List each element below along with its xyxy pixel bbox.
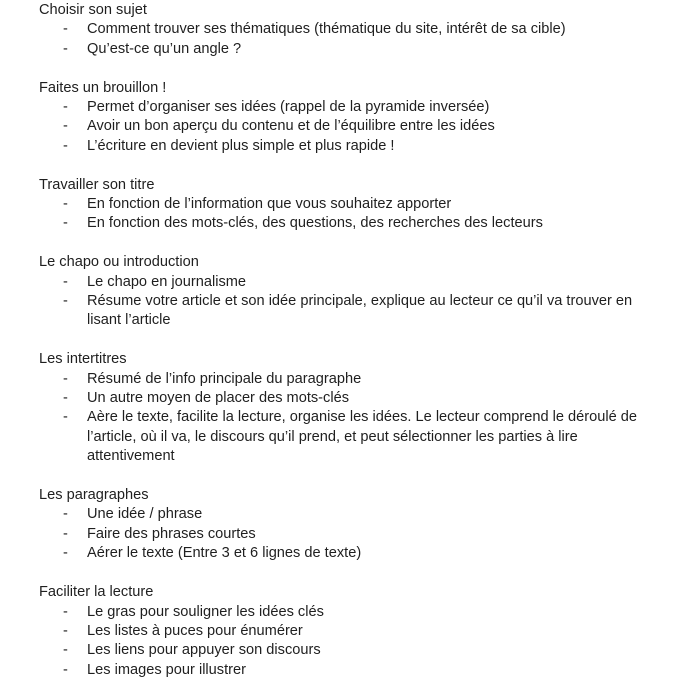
list-item-text: Avoir un bon aperçu du contenu et de l’équilibre entre les idées bbox=[87, 118, 495, 135]
list-item-text: Les images pour illustrer bbox=[87, 661, 246, 678]
list-item-text: Qu’est-ce qu’un angle ? bbox=[87, 40, 242, 57]
list-item-text: Faire des phrases courtes bbox=[87, 525, 256, 542]
list-item bbox=[39, 292, 669, 331]
dash-bullet: - bbox=[63, 545, 68, 562]
dash-bullet: - bbox=[63, 196, 68, 213]
section-title: Choisir son sujet bbox=[39, 2, 147, 18]
list-item-text: Le chapo en journalisme bbox=[87, 273, 247, 290]
list-item-text: Le gras pour souligner les idées clés bbox=[87, 603, 324, 620]
bullet-list bbox=[39, 505, 669, 563]
dash-bullet: - bbox=[63, 273, 68, 290]
list-item-text: En fonction de l’information que vous souhaitez apporter bbox=[87, 196, 452, 213]
dash-bullet: - bbox=[63, 370, 68, 387]
section-title: Le chapo ou introduction bbox=[39, 254, 199, 271]
dash-bullet: - bbox=[63, 642, 68, 659]
list-item bbox=[39, 603, 669, 622]
list-item bbox=[39, 20, 669, 39]
list-item bbox=[39, 195, 669, 214]
list-item bbox=[39, 661, 669, 680]
list-item bbox=[39, 273, 669, 292]
dash-bullet: - bbox=[63, 137, 68, 154]
dash-bullet: - bbox=[63, 99, 68, 116]
dash-bullet: - bbox=[63, 409, 68, 426]
list-item bbox=[39, 389, 669, 408]
list-item bbox=[39, 544, 669, 563]
bullet-list bbox=[39, 603, 669, 681]
dash-bullet: - bbox=[63, 390, 68, 407]
section-choisir-son-sujet bbox=[39, 1, 669, 59]
list-item bbox=[39, 408, 669, 466]
section-travailler-son-titre bbox=[39, 176, 669, 234]
bullet-list bbox=[39, 98, 669, 156]
dash-bullet: - bbox=[63, 603, 68, 620]
list-item bbox=[39, 370, 669, 389]
dash-bullet: - bbox=[63, 215, 68, 232]
bullet-list bbox=[39, 273, 669, 331]
list-item bbox=[39, 117, 669, 136]
list-item-text: En fonction des mots-clés, des questions, des recherches des lecteurs bbox=[87, 215, 543, 232]
list-item-text: L’écriture en devient plus simple et plus rapide ! bbox=[87, 137, 395, 154]
section-title: Faciliter la lecture bbox=[39, 584, 154, 601]
list-item bbox=[39, 505, 669, 524]
section-title: Les paragraphes bbox=[39, 487, 149, 504]
section-title: Travailler son titre bbox=[39, 176, 155, 193]
list-item-text: Résumé de l’info principale du paragraphe bbox=[87, 370, 362, 387]
section-faciliter-la-lecture bbox=[39, 583, 669, 680]
list-item bbox=[39, 641, 669, 660]
list-item bbox=[39, 525, 669, 544]
list-item-text: Permet d’organiser ses idées (rappel de la pyramide inversée) bbox=[87, 99, 490, 116]
list-item-text: Aère le texte, facilite la lecture, organise les idées. Le lecteur comprend le déroulé de l’article, où il va, le discours qu’il prend, et peut sélectionner les parties à lire attentivement bbox=[87, 409, 638, 465]
list-item-text: Un autre moyen de placer des mots-clés bbox=[87, 390, 349, 407]
dash-bullet: - bbox=[63, 525, 68, 542]
list-item-text: Une idée / phrase bbox=[87, 506, 203, 523]
section-les-intertitres bbox=[39, 350, 669, 466]
dash-bullet: - bbox=[63, 293, 68, 310]
dash-bullet: - bbox=[63, 661, 68, 678]
list-item-text: Les listes à puces pour énumérer bbox=[87, 622, 303, 639]
section-title: Faites un brouillon ! bbox=[39, 79, 167, 96]
bullet-list bbox=[39, 370, 669, 467]
dash-bullet: - bbox=[63, 40, 68, 57]
dash-bullet: - bbox=[63, 118, 68, 135]
section-les-paragraphes bbox=[39, 486, 669, 564]
list-item-text: Les liens pour appuyer son discours bbox=[87, 642, 321, 659]
section-title: Les intertitres bbox=[39, 351, 127, 368]
section-le-chapo bbox=[39, 253, 669, 331]
bullet-list bbox=[39, 20, 669, 59]
section-faites-un-brouillon bbox=[39, 79, 669, 157]
list-item bbox=[39, 40, 669, 59]
list-item-text: Résume votre article et son idée principale, explique au lecteur ce qu’il va trouver en lisant l’article bbox=[87, 293, 633, 329]
list-item-text: Comment trouver ses thématiques (thématique du site, intérêt de sa cible) bbox=[87, 21, 566, 38]
list-item bbox=[39, 622, 669, 641]
list-item bbox=[39, 214, 669, 233]
dash-bullet: - bbox=[63, 622, 68, 639]
list-item bbox=[39, 137, 669, 156]
list-item bbox=[39, 98, 669, 117]
bullet-list bbox=[39, 195, 669, 234]
dash-bullet: - bbox=[63, 21, 68, 38]
dash-bullet: - bbox=[63, 506, 68, 523]
list-item-text: Aérer le texte (Entre 3 et 6 lignes de texte) bbox=[87, 545, 362, 562]
